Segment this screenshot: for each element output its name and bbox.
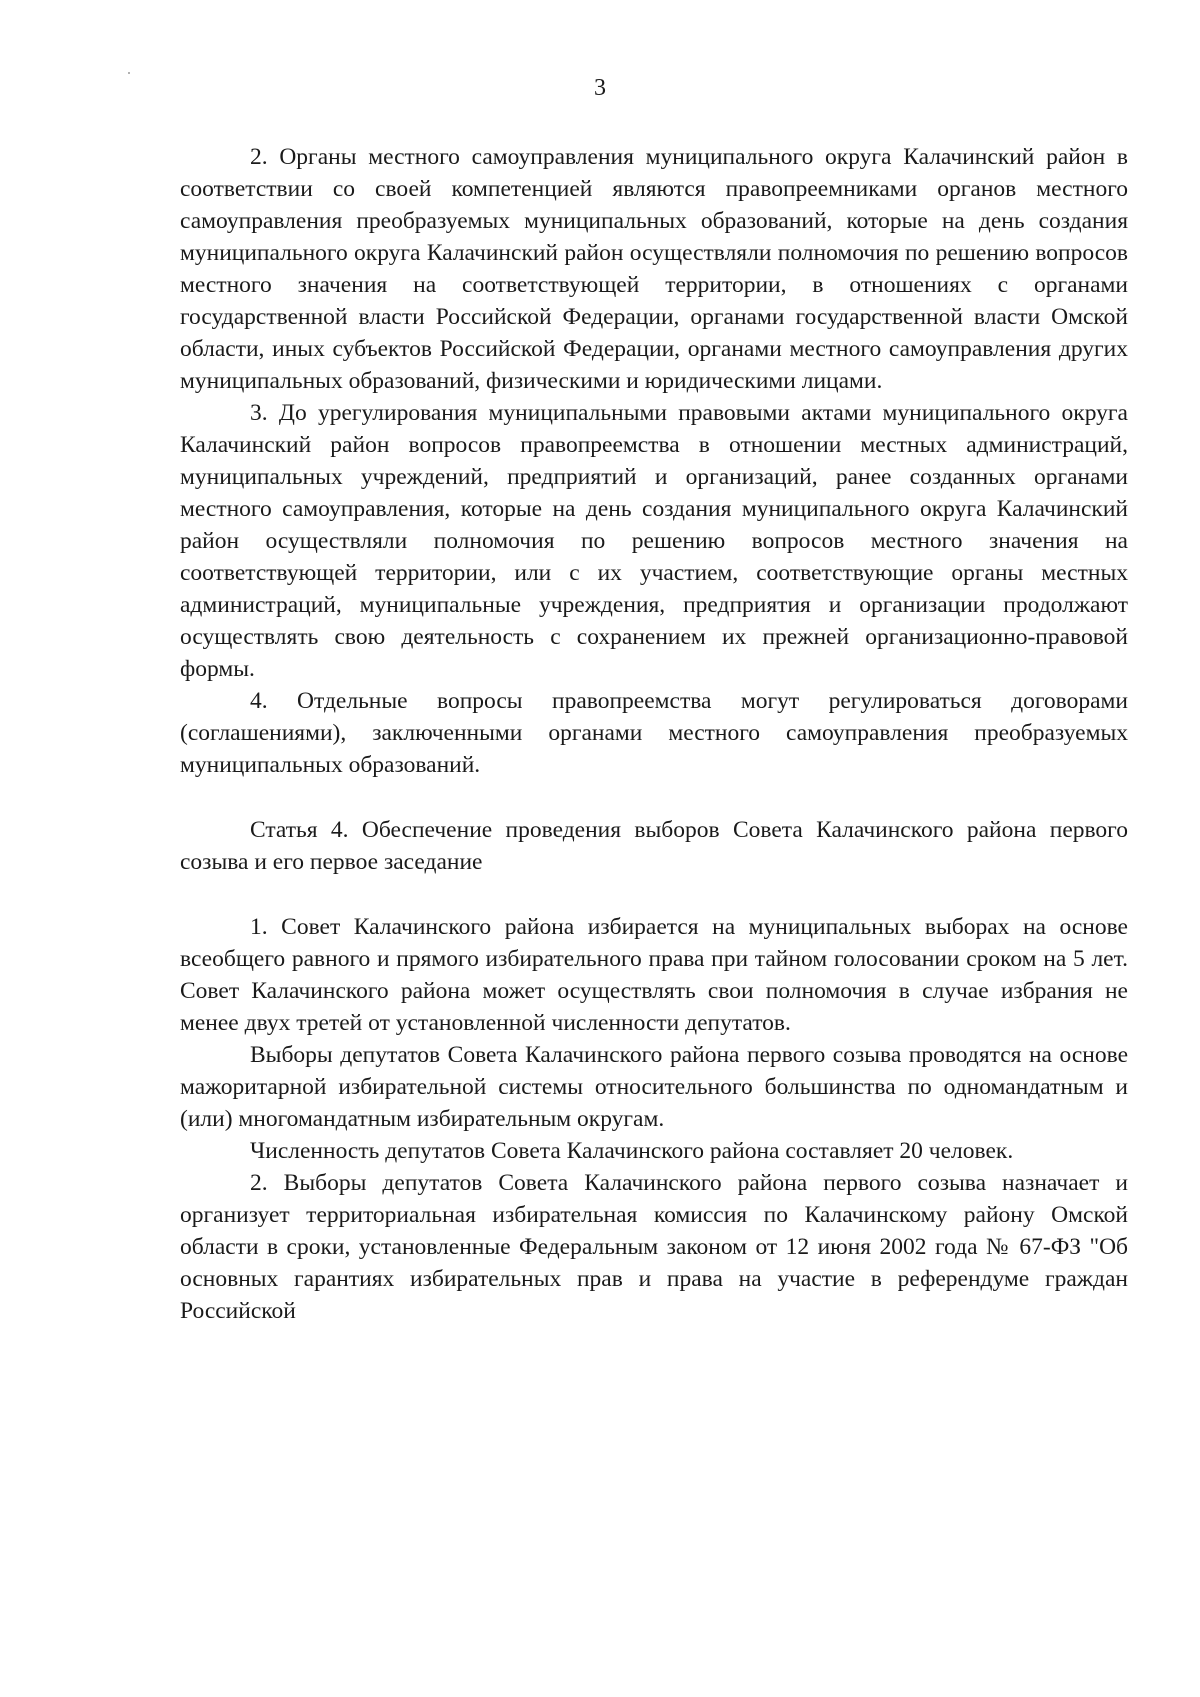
paragraph-2: 2. Органы местного самоуправления муниципального округа Калачинский район в соответствии со своей компетенцией являются правопреемниками органов местного самоуправления преобразуемых муниципальных образований, которые на день создания муниципального округа Калачинский район осуществляли полномочия по решению вопросов местного значения на соответствующей территории, в отношениях с органами государственной власти Российской Федерации, органами государственной власти Омской области, иных субъектов Российской Федерации, органами местного самоуправления других муниципальных образований, физическими и юридическими лицами. [180, 144, 1128, 394]
paragraph-3: 3. До урегулирования муниципальными правовыми актами муниципального округа Калачинский район вопросов правопреемства в отношении местных администраций, муниципальных учреждений, предприятий и организаций, ранее созданных органами местного самоуправления, которые на день создания муниципального округа Калачинский район осуществляли полномочия по решению вопросов местного значения на соответствующей территории, или с их участием, соответствующие органы местных администраций, муниципальные учреждения, предприятия и организации продолжают осуществлять свою деятельность с сохранением их прежней организационно-правовой формы. [180, 400, 1128, 682]
document-body [180, 141, 1128, 1327]
article-4-heading: Статья 4. Обеспечение проведения выборов Совета Калачинского района первого созыва и его первое заседание [180, 817, 1128, 875]
spacer [180, 781, 1128, 814]
article-4-paragraph-1: 1. Совет Калачинского района избирается на муниципальных выборах на основе всеобщего равного и прямого избирательного права при тайном голосовании сроком на 5 лет. Совет Калачинского района может осуществлять свои полномочия в случае избрания не менее двух третей от установленной численности депутатов. [180, 914, 1128, 1036]
paragraph-4: 4. Отдельные вопросы правопреемства могут регулироваться договорами (соглашениями), заключенными органами местного самоуправления преобразуемых муниципальных образований. [180, 688, 1128, 778]
article-4-elections-paragraph: Выборы депутатов Совета Калачинского района первого созыва проводятся на основе мажоритарной избирательной системы относительного большинства по одномандатным и (или) многомандатным избирательным округам. [180, 1042, 1128, 1132]
article-4-paragraph-2: 2. Выборы депутатов Совета Калачинского района первого созыва назначает и организует территориальная избирательная комиссия по Калачинскому району Омской области в сроки, установленные Федеральным законом от 12 июня 2002 года № 67-ФЗ "Об основных гарантиях избирательных прав и права на участие в референдуме граждан Российской [180, 1170, 1128, 1324]
page-number: 3 [594, 75, 606, 101]
spacer [180, 878, 1128, 911]
article-4-deputies-count-paragraph: Численность депутатов Совета Калачинского района составляет 20 человек. [250, 1138, 1014, 1164]
